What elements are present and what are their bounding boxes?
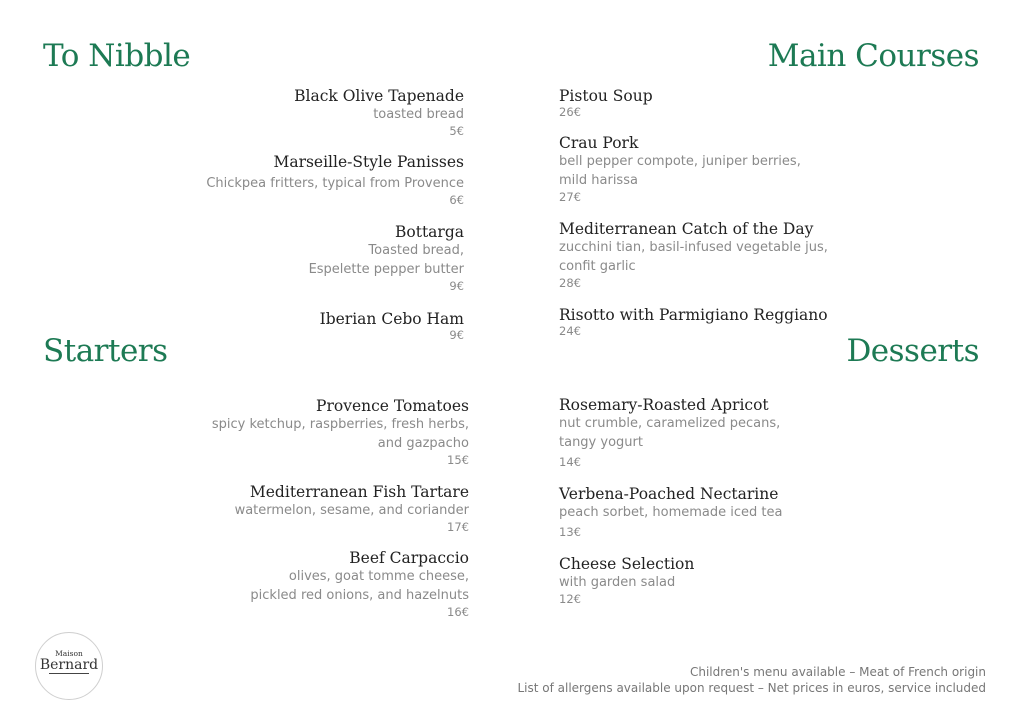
item-name: Mediterranean Fish Tartare: [249, 483, 469, 501]
item-price: 12€: [559, 592, 581, 606]
item-name: Crau Pork: [559, 134, 639, 152]
item-desc: zucchini tian, basil-infused vegetable jus, confit garlic: [559, 240, 828, 274]
menu-item: [169, 483, 469, 535]
item-name: Pistou Soup: [559, 87, 653, 105]
item-price: 26€: [559, 105, 581, 119]
starters-list: [169, 0, 469, 630]
item-name: Verbena-Poached Nectarine: [559, 485, 779, 503]
footer-notes: [517, 664, 986, 696]
item-name: Marseille-Style Panisses: [273, 153, 464, 171]
menu-item: [559, 396, 859, 470]
item-name: Bottarga: [395, 223, 464, 241]
item-desc: peach sorbet, homemade iced tea: [559, 505, 783, 520]
item-name: Risotto with Parmigiano Reggiano: [559, 306, 828, 324]
item-name: Provence Tomatoes: [316, 397, 469, 415]
item-name: Mediterranean Catch of the Day: [559, 220, 814, 238]
item-desc: Toasted bread, Espelette pepper butter: [308, 243, 464, 277]
item-price: 24€: [559, 324, 581, 338]
footer-line2: List of allergens available upon request – Net prices in euros, service included: [517, 681, 986, 695]
item-price: 9€: [449, 328, 464, 342]
maison-bernard-logo: [35, 632, 103, 700]
item-desc: toasted bread: [373, 107, 464, 122]
item-desc: nut crumble, caramelized pecans, tangy yogurt: [559, 416, 781, 450]
item-price: 16€: [447, 605, 469, 619]
item-desc: watermelon, sesame, and coriander: [234, 503, 469, 518]
menu-item: [169, 397, 469, 468]
desserts-list: [559, 0, 859, 620]
footer-line1: Children's menu available – Meat of French origin: [689, 665, 986, 679]
menu-item: [169, 549, 469, 620]
section-title-main-courses: Main Courses: [767, 38, 979, 74]
item-price: 13€: [559, 525, 581, 539]
item-price: 9€: [449, 279, 464, 293]
item-desc: bell pepper compote, juniper berries, mild harissa: [559, 154, 801, 188]
item-price: 14€: [559, 455, 581, 469]
item-name: Rosemary-Roasted Apricot: [559, 396, 769, 414]
item-name: Iberian Cebo Ham: [319, 310, 464, 328]
logo-line2: Bernard: [39, 657, 99, 673]
item-name: Cheese Selection: [559, 555, 695, 573]
item-desc: Chickpea fritters, typical from Provence: [206, 176, 464, 191]
section-title-to-nibble: To Nibble: [43, 38, 191, 74]
item-price: 5€: [449, 124, 464, 138]
menu-item: [559, 485, 859, 540]
item-name: Black Olive Tapenade: [294, 87, 464, 105]
item-price: 28€: [559, 276, 581, 290]
item-name: Beef Carpaccio: [349, 549, 469, 567]
logo-rule: [49, 673, 89, 674]
item-desc: olives, goat tomme cheese, pickled red onions, and hazelnuts: [250, 569, 469, 603]
logo-line1: Maison: [55, 649, 83, 658]
item-price: 27€: [559, 190, 581, 204]
section-title-desserts: Desserts: [846, 333, 979, 369]
item-price: 15€: [447, 453, 469, 467]
item-price: 17€: [447, 520, 469, 534]
item-price: 6€: [449, 193, 464, 207]
menu-item: [559, 555, 859, 607]
section-title-starters: Starters: [43, 333, 168, 369]
item-desc: spicy ketchup, raspberries, fresh herbs, and gazpacho: [211, 417, 469, 451]
item-desc: with garden salad: [559, 575, 676, 590]
